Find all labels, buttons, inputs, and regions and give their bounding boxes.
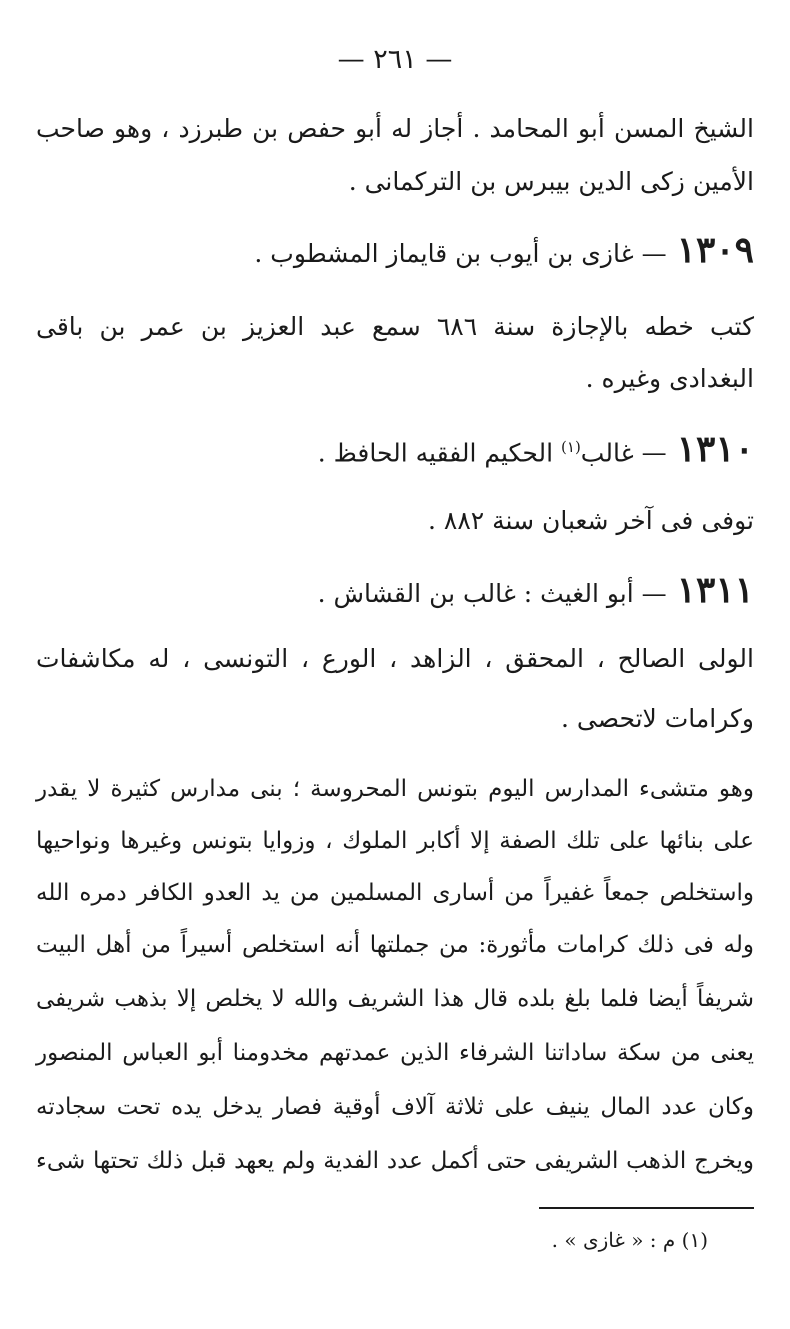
paragraph-line: وكان عدد المال ينيف على ثلاثة آلاف أوقية فصار يدخل يده تحت سجادته bbox=[36, 1094, 754, 1120]
paragraph-line: يعنى من سكة ساداتنا الشرفاء الذين عمدتهم مخدومنا أبو العباس المنصور bbox=[36, 1040, 754, 1066]
entry-dash: — bbox=[641, 579, 667, 608]
entry-dash: — bbox=[641, 239, 667, 268]
paragraph-line: على بنائها على تلك الصفة إلا أكابر الملوك ، وزوايا بتونس وغيرها ونواحيها bbox=[36, 828, 754, 854]
entry-title: غالب bbox=[580, 438, 634, 468]
footnote-reference: (١) bbox=[561, 438, 581, 456]
entry-number: ١٣٠٩ bbox=[676, 229, 754, 271]
entry-title-continued: الحكيم الفقيه الحافظ . bbox=[317, 438, 554, 468]
entry-title: أبو الغيث : غالب بن القشاش . bbox=[317, 579, 634, 608]
entry-heading bbox=[318, 568, 754, 616]
entry-heading bbox=[318, 425, 754, 475]
entry-dash: — bbox=[641, 438, 667, 468]
entry-number: ١٣١٠ bbox=[676, 428, 754, 471]
paragraph-line: وله فى ذلك كرامات مأثورة: من جملتها أنه استخلص أسيراً من أهل البيت bbox=[36, 932, 754, 958]
footnote: (١) م : « غازى » . bbox=[551, 1228, 708, 1252]
text-line: البغدادى وغيره . bbox=[585, 364, 754, 393]
footnote-divider bbox=[539, 1207, 754, 1209]
paragraph-line: واستخلص جمعاً غفيراً من أسارى المسلمين من يد العدو الكافر دمره الله bbox=[36, 880, 754, 906]
text-line: وكرامات لاتحصى . bbox=[561, 704, 754, 733]
paragraph-line: ويخرج الذهب الشريفى حتى أكمل عدد الفدية ولم يعهد قبل ذلك تحتها شىء bbox=[36, 1148, 754, 1174]
entry-number: ١٣١١ bbox=[676, 569, 754, 611]
text-line: الولى الصالح ، المحقق ، الزاهد ، الورع ، التونسى ، له مكاشفات bbox=[36, 644, 754, 673]
entry-heading bbox=[254, 228, 754, 276]
text-line: الشيخ المسن أبو المحامد . أجاز له أبو حفص بن طبرزد ، وهو صاحب bbox=[36, 114, 754, 143]
page-number: — ٢٦١ — bbox=[337, 44, 453, 75]
entry-title: غازى بن أيوب بن قايماز المشطوب . bbox=[254, 239, 634, 268]
paragraph-line: شريفاً أيضا فلما بلغ بلده قال هذا الشريف والله لا يخلص إلا بذهب شريفى bbox=[36, 986, 754, 1012]
text-line: كتب خطه بالإجازة سنة ٦٨٦ سمع عبد العزيز بن عمر بن باقى bbox=[36, 312, 754, 341]
text-line: توفى فى آخر شعبان سنة ٨٨٢ . bbox=[427, 506, 754, 535]
text-line: الأمين زكى الدين بيبرس بن التركمانى . bbox=[348, 167, 754, 196]
paragraph-line: وهو متشىء المدارس اليوم بتونس المحروسة ؛ بنى مدارس كثيرة لا يقدر bbox=[36, 776, 754, 802]
